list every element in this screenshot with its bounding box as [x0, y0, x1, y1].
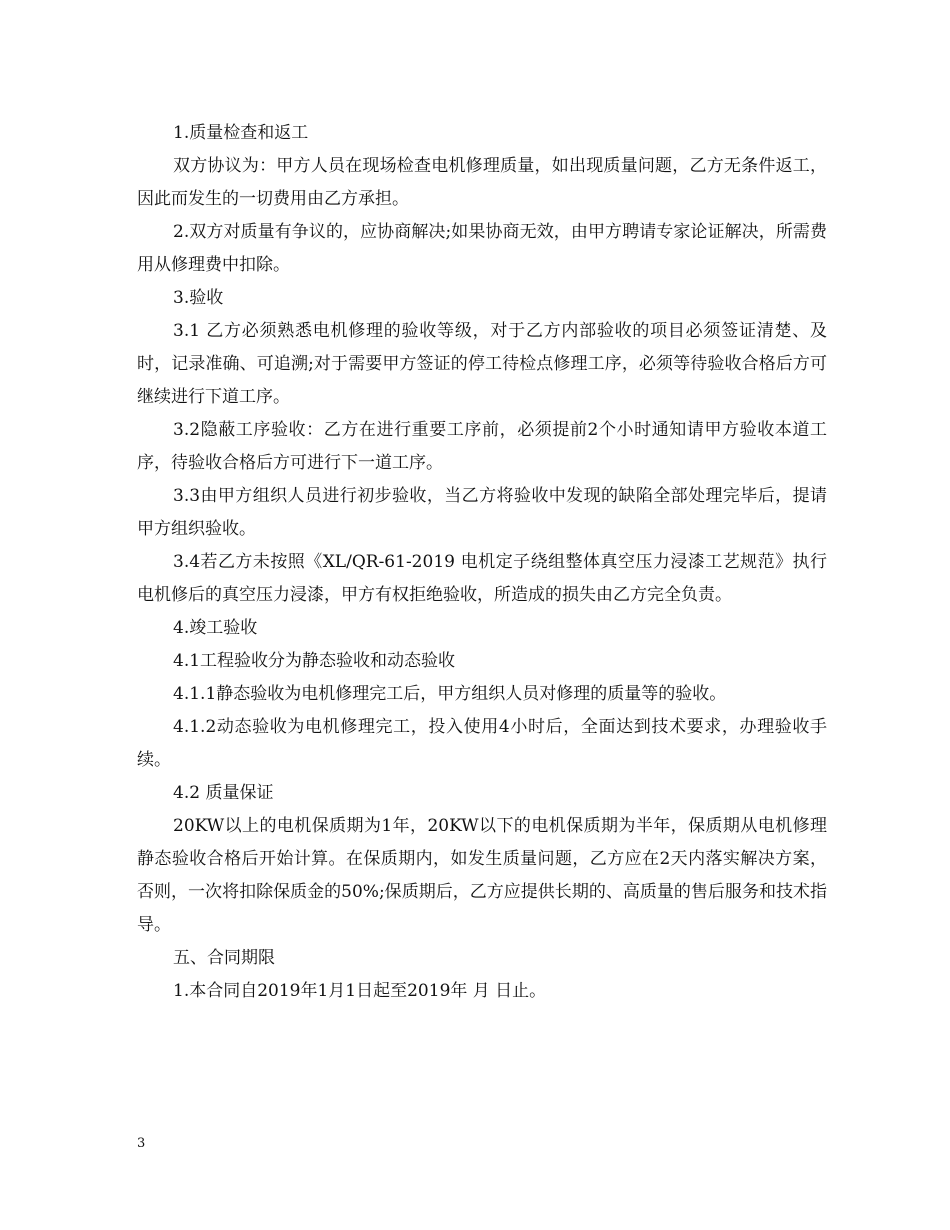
section-heading-contract-term: 五、合同期限 — [173, 948, 275, 968]
section-heading-acceptance: 3.验收 — [173, 288, 224, 308]
section-heading-completion-acceptance: 4.竣工验收 — [173, 618, 258, 638]
document-body — [137, 117, 827, 1008]
paragraph-rework-agreement: 双方协议为：甲方人员在现场检查电机修理质量，如出现质量问题，乙方无条件返工，因此而发生的一切费用由乙方承担。 — [137, 156, 827, 209]
paragraph-contract-dates: 1.本合同自2019年1月1日起至2019年 月 日止。 — [173, 981, 547, 1001]
paragraph-quality-dispute: 2.双方对质量有争议的，应协商解决;如果协商无效，由甲方聘请专家论证解决，所需费用从修理费中扣除。 — [137, 222, 827, 275]
paragraph-3-1: 3.1 乙方必须熟悉电机修理的验收等级，对于乙方内部验收的项目必须签证清楚、及时，记录准确、可追溯;对于需要甲方签证的停工待检点修理工序，必须等待验收合格后方可继续进行下道工序。 — [137, 321, 827, 407]
paragraph-4-1: 4.1工程验收分为静态验收和动态验收 — [173, 651, 456, 671]
paragraph-4-1-1: 4.1.1静态验收为电机修理完工后，甲方组织人员对修理的质量等的验收。 — [173, 684, 727, 704]
paragraph-3-3: 3.3由甲方组织人员进行初步验收，当乙方将验收中发现的缺陷全部处理完毕后，提请甲方组织验收。 — [137, 486, 827, 539]
paragraph-4-1-2: 4.1.2动态验收为电机修理完工，投入使用4小时后，全面达到技术要求，办理验收手续。 — [137, 717, 827, 770]
section-heading-quality-check: 1.质量检查和返工 — [173, 123, 309, 143]
paragraph-3-4: 3.4若乙方未按照《XL/QR-61-2019 电机定子绕组整体真空压力浸漆工艺规范》执行电机修后的真空压力浸漆，甲方有权拒绝验收，所造成的损失由乙方完全负责。 — [137, 552, 827, 605]
paragraph-3-2: 3.2隐蔽工序验收：乙方在进行重要工序前，必须提前2个小时通知请甲方验收本道工序，待验收合格后方可进行下一道工序。 — [137, 420, 827, 473]
paragraph-warranty-period: 20KW以上的电机保质期为1年，20KW以下的电机保质期为半年，保质期从电机修理静态验收合格后开始计算。在保质期内，如发生质量问题，乙方应在2天内落实解决方案，否则，一次将扣除保质金的50%;保质期后，乙方应提供长期的、高质量的售后服务和技术指导。 — [137, 816, 827, 935]
section-heading-quality-guarantee: 4.2 质量保证 — [173, 783, 274, 803]
page-number: 3 — [137, 1136, 146, 1151]
